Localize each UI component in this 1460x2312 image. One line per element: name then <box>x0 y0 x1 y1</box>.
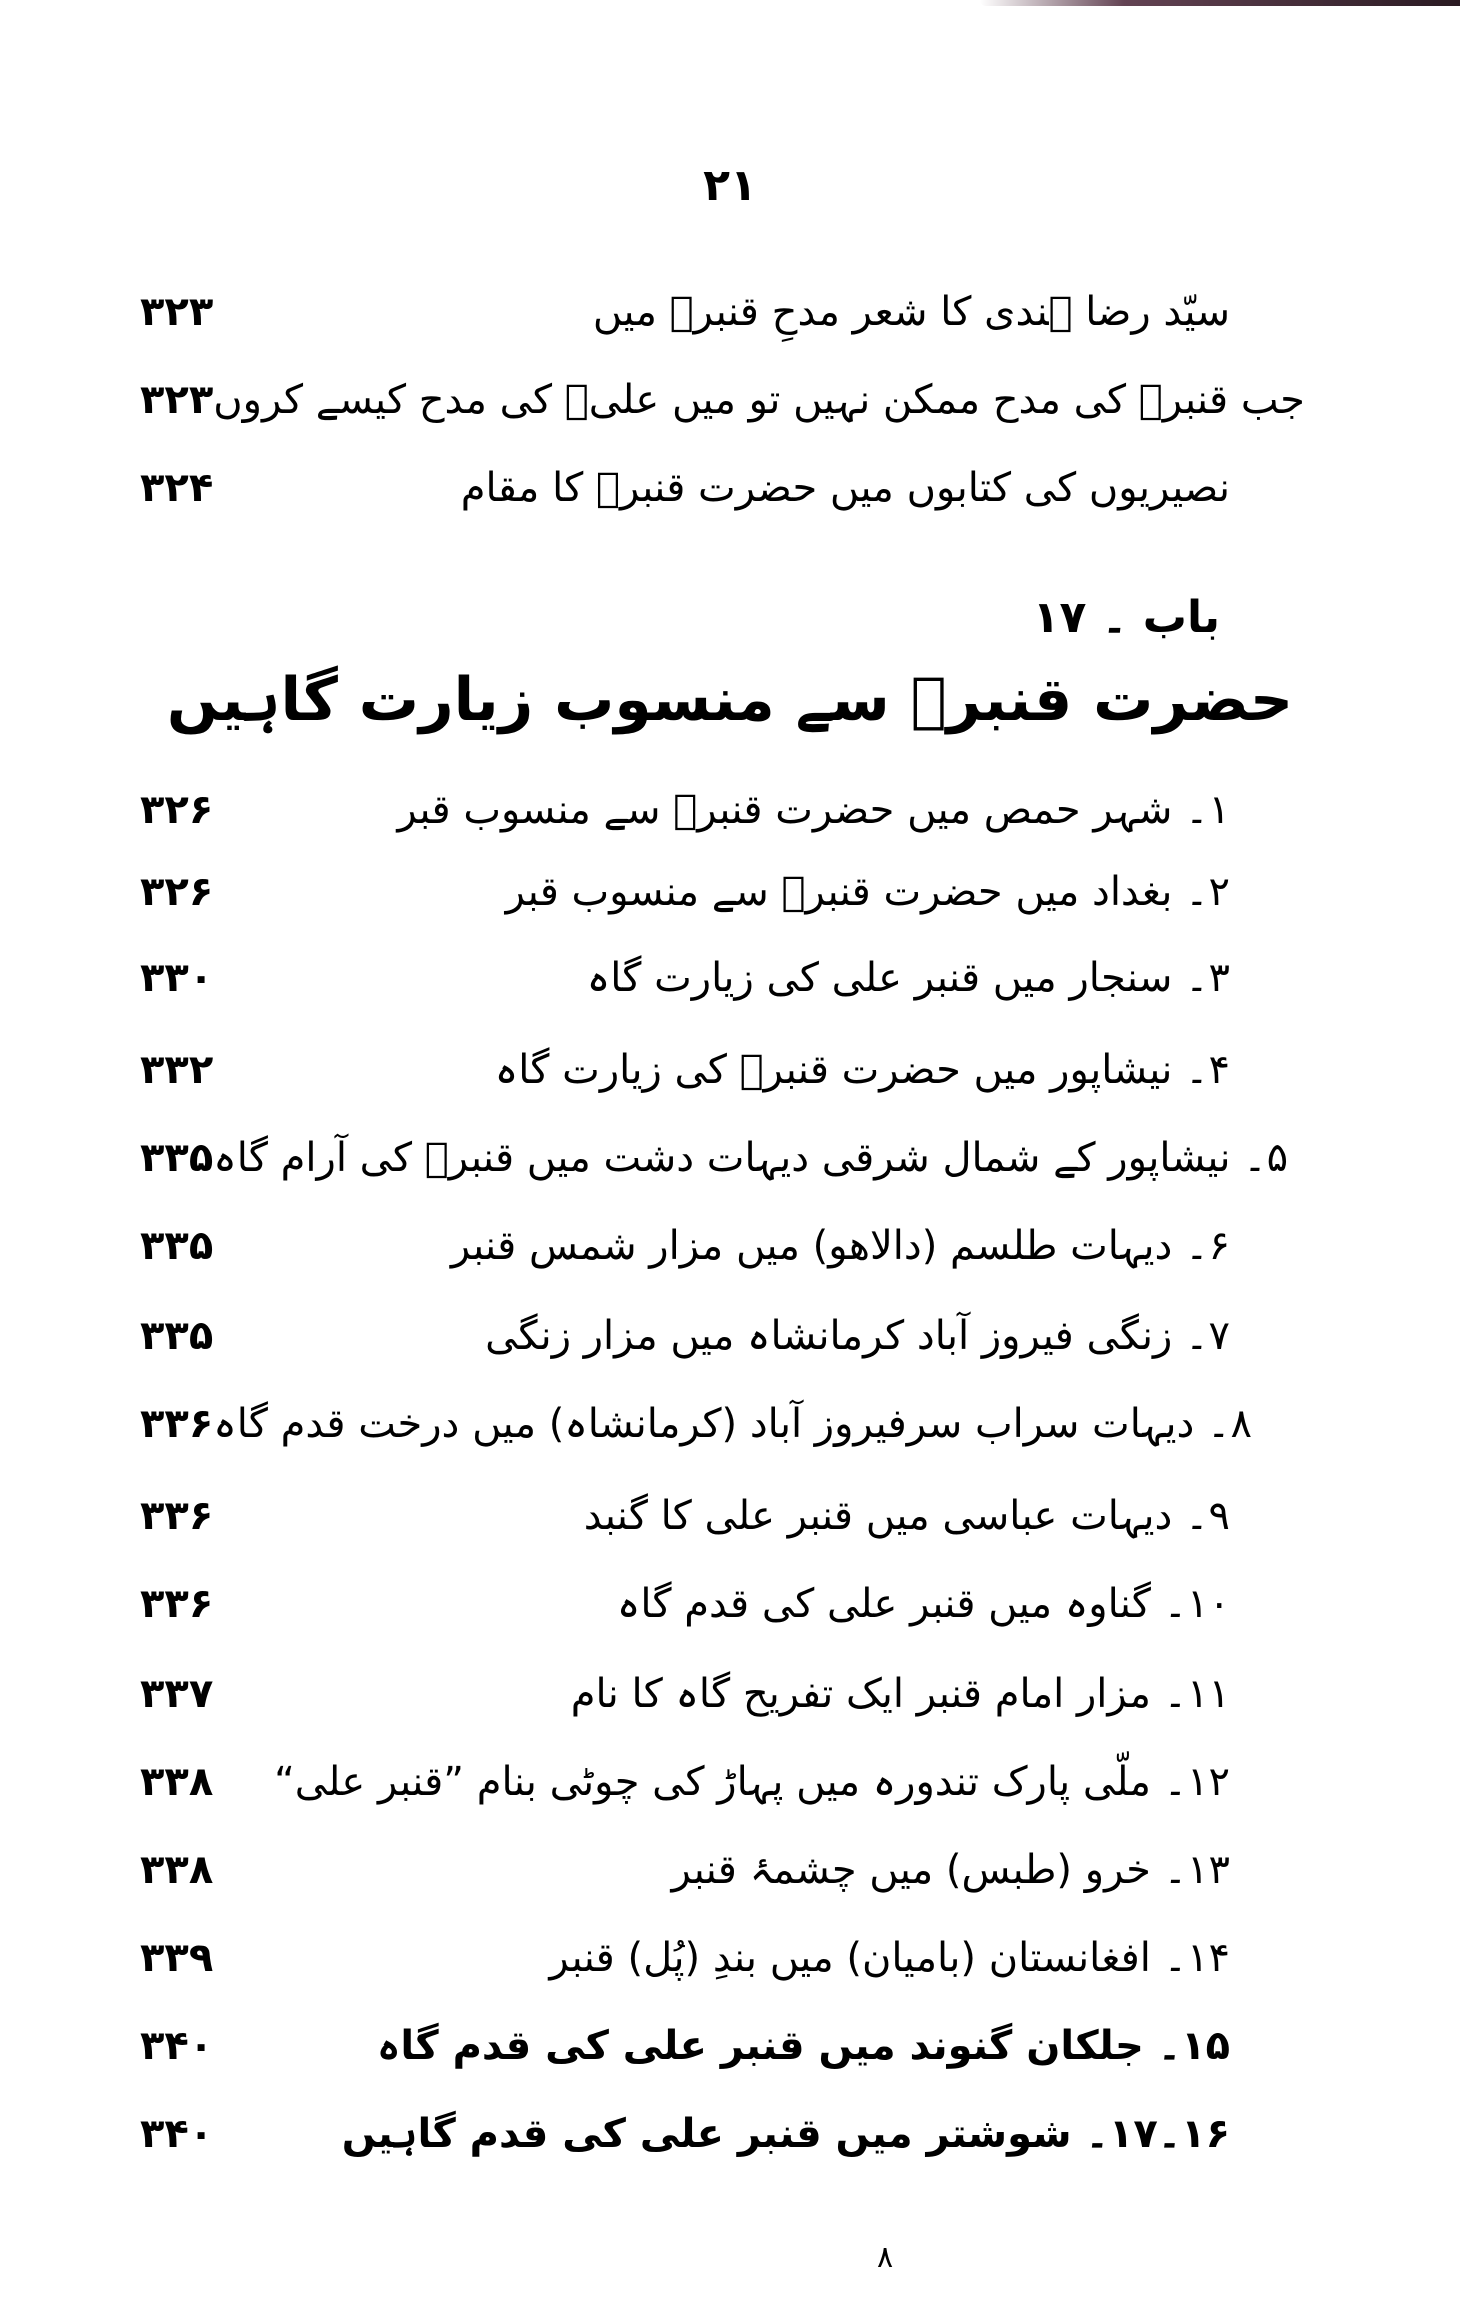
toc-entry <box>140 458 1230 518</box>
toc-title: ۱۰۔ گناوہ میں قنبر علی کی قدم گاہ <box>616 1581 1230 1627</box>
toc-entry <box>140 1216 1230 1276</box>
toc-page: ۳۳۹ <box>140 1935 214 1981</box>
toc-title: ۶۔ دیہات طلسم (دالاھو) میں مزار شمس قنبر <box>450 1223 1230 1269</box>
chapter-heading: حضرت قنبرؑ سے منسوب زیارت گاہیں <box>166 665 1294 735</box>
toc-page: ۳۴۰ <box>140 2111 214 2157</box>
scan-edge-smudge <box>980 0 1460 6</box>
toc-entry <box>140 948 1230 1008</box>
toc-title: ۱۱۔ مزار امام قنبر ایک تفریح گاہ کا نام <box>570 1671 1230 1717</box>
toc-page: ۳۳۵ <box>140 1135 214 1181</box>
toc-page: ۳۳۸ <box>140 1759 214 1805</box>
toc-entry <box>140 1040 1230 1100</box>
toc-page: ۳۳۷ <box>140 1671 214 1717</box>
toc-entry <box>140 1752 1230 1812</box>
toc-title: ۲۔ بغداد میں حضرت قنبرؑ سے منسوب قبر <box>505 869 1230 915</box>
toc-entry <box>140 1574 1230 1634</box>
toc-entry <box>140 370 1305 430</box>
toc-page: ۳۲۶ <box>140 869 214 915</box>
toc-page: ۳۲۴ <box>140 465 214 511</box>
toc-page: ۳۳۶ <box>140 1581 214 1627</box>
toc-title: ۳۔ سنجار میں قنبر علی کی زیارت گاہ <box>586 955 1230 1001</box>
toc-title: ۵۔ نیشاپور کے شمال شرقی دیہات دشت میں قنبرؑ کی آرام گاہ <box>213 1135 1289 1181</box>
toc-entry <box>140 1840 1230 1900</box>
toc-title: ۱۳۔ خرو (طبس) میں چشمۂ قنبر <box>671 1847 1230 1893</box>
toc-entry <box>140 1128 1289 1188</box>
toc-title: ۹۔ دیہات عباسی میں قنبر علی کا گنبد <box>583 1493 1230 1539</box>
toc-title: سیّد رضا ہندی کا شعر مدحِ قنبرؑ میں <box>592 289 1230 335</box>
toc-title: جب قنبرؑ کی مدح ممکن نہیں تو میں علیؑ کی مدح کیسے کروں <box>213 377 1305 423</box>
toc-title: ۸۔ دیہات سراب سرفیروز آباد (کرمانشاہ) میں درخت قدم گاہ <box>213 1401 1252 1447</box>
toc-page: ۳۴۰ <box>140 2023 214 2069</box>
toc-page: ۳۲۳ <box>140 377 214 423</box>
toc-page: ۳۳۸ <box>140 1847 214 1893</box>
toc-page: ۳۳۵ <box>140 1313 214 1359</box>
toc-entry <box>140 1928 1230 1988</box>
toc-page: ۳۲۳ <box>140 289 214 335</box>
toc-entry <box>140 1306 1230 1366</box>
toc-title: ۱۶۔۱۷۔ شوشتر میں قنبر علی کی قدم گاہیں <box>341 2111 1230 2157</box>
toc-entry <box>140 1664 1230 1724</box>
toc-entry <box>140 282 1230 342</box>
toc-title: نصیریوں کی کتابوں میں حضرت قنبرؑ کا مقام <box>460 465 1230 511</box>
toc-title: ۱۔ شہر حمص میں حضرت قنبرؑ سے منسوب قبر <box>397 787 1230 833</box>
toc-page: ۳۲۶ <box>140 787 214 833</box>
toc-page: ۳۳۶ <box>140 1401 214 1447</box>
toc-entry <box>140 1486 1230 1546</box>
toc-entry <box>140 862 1230 922</box>
toc-page: ۳۳۲ <box>140 1047 214 1093</box>
page-number: ۲۱ <box>703 160 757 211</box>
toc-title: ۱۲۔ ملّی پارک تندورہ میں پہاڑ کی چوٹی بنام ”قنبر علی“ <box>274 1759 1230 1805</box>
toc-entry <box>140 1394 1252 1454</box>
toc-entry <box>140 2104 1230 2164</box>
footer-mark: ٨ <box>877 2240 894 2275</box>
toc-page: ۳۳۰ <box>140 955 214 1001</box>
toc-entry <box>140 780 1230 840</box>
toc-title: ۱۴۔ افغانستان (بامیان) میں بندِ (پُل) قنبر <box>549 1935 1230 1981</box>
toc-entry <box>140 2016 1230 2076</box>
chapter-label: باب ۔ ۱۷ <box>1032 592 1220 643</box>
toc-title: ۷۔ زنگی فیروز آباد کرمانشاہ میں مزار زنگی <box>485 1313 1230 1359</box>
toc-title: ۴۔ نیشاپور میں حضرت قنبرؑ کی زیارت گاہ <box>494 1047 1230 1093</box>
toc-page: ۳۳۵ <box>140 1223 214 1269</box>
toc-title: ۱۵۔ جلکان گنوند میں قنبر علی کی قدم گاہ <box>376 2023 1230 2069</box>
toc-page: ۳۳۶ <box>140 1493 214 1539</box>
